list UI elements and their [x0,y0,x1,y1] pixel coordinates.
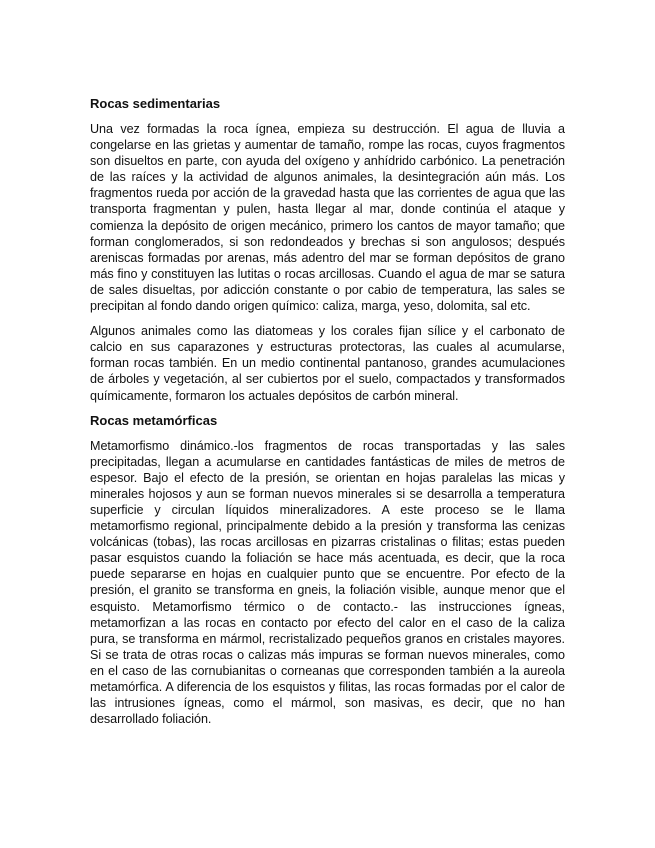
paragraph-metamorficas-1: Metamorfismo dinámico.-los fragmentos de rocas transportadas y las sales precipitadas, llegan a acumularse en cantidades fantásticas de miles de metros de espesor. Bajo el efecto de la presión, se orientan en hojas paralelas las micas y minerales hojosos y aun se forman nuevos minerales si se desarrolla a temperatura superficie y circulan líquidos mineralizadores. A este proceso se le llama metamorfismo regional, principalmente debido a la presión y transforma las cenizas volcánicas (tobas), las rocas arcillosas en pizarras cristalinas o filitas; estas pueden pasar esquistos cuando la foliación se hace más acentuada, es decir, que la roca puede separarse en hojas en cualquier punto que se encuentre. Por efecto de la presión, el granito se transforma en gneis, la foliación visible, aunque menor que el esquisto. Metamorfismo térmico o de contacto.- las instrucciones ígneas, metamorfizan a las rocas en contacto por efecto del calor en el caso de la caliza pura, se transforma en mármol, recristalizado pequeños granos en cristales mayores. Si se trata de otras rocas o calizas más impuras se forman nuevos minerales, como en el caso de las cornubianitas o corneanas que corresponden también a la aureola metamórfica. A diferencia de los esquistos y filitas, las rocas formadas por el calor de las intrusiones ígneas, como el mármol, son masivas, es decir, que no han desarrollado foliación. [90,438,565,727]
document-page [90,96,565,736]
section-heading-sedimentarias: Rocas sedimentarias [90,96,221,111]
paragraph-sedimentarias-2: Algunos animales como las diatomeas y los corales fijan sílice y el carbonato de calcio en sus caparazones y estructuras protectoras, las cuales al acumularse, forman rocas también. En un medio continental pantanoso, grandes acumulaciones de árboles y vegetación, al ser cubiertos por el suelo, compactados y transformados químicamente, formaron los actuales depósitos de carbón mineral. [90,324,565,403]
paragraph-sedimentarias-1: Una vez formadas la roca ígnea, empieza su destrucción. El agua de lluvia a congelarse en las grietas y aumentar de tamaño, rompe las rocas, cuyos fragmentos son disueltos en parte, con ayuda del oxígeno y anhídrido carbónico. La penetración de las raíces y la actividad de algunos animales, la desintegración aún más. Los fragmentos rueda por acción de la gravedad hasta que las corrientes de agua que las transporta fragmentan y pulen, hasta llegar al mar, donde continúa el ataque y comienza la depósito de origen mecánico, primero los cantos de mayor tamaño; que forman conglomerados, si son redondeados y brechas si son angulosos; después areniscas formadas por arenas, más adentro del mar se forman depósitos de grano más fino y constituyen las lutitas o rocas arcillosas. Cuando el agua de mar se satura de sales disueltas, por adicción constante o por cabio de temperatura, las sales se precipitan al fondo dando origen químico: caliza, marga, yeso, dolomita, sal etc. [90,122,565,314]
section-heading-metamorficas: Rocas metamórficas [90,412,218,428]
